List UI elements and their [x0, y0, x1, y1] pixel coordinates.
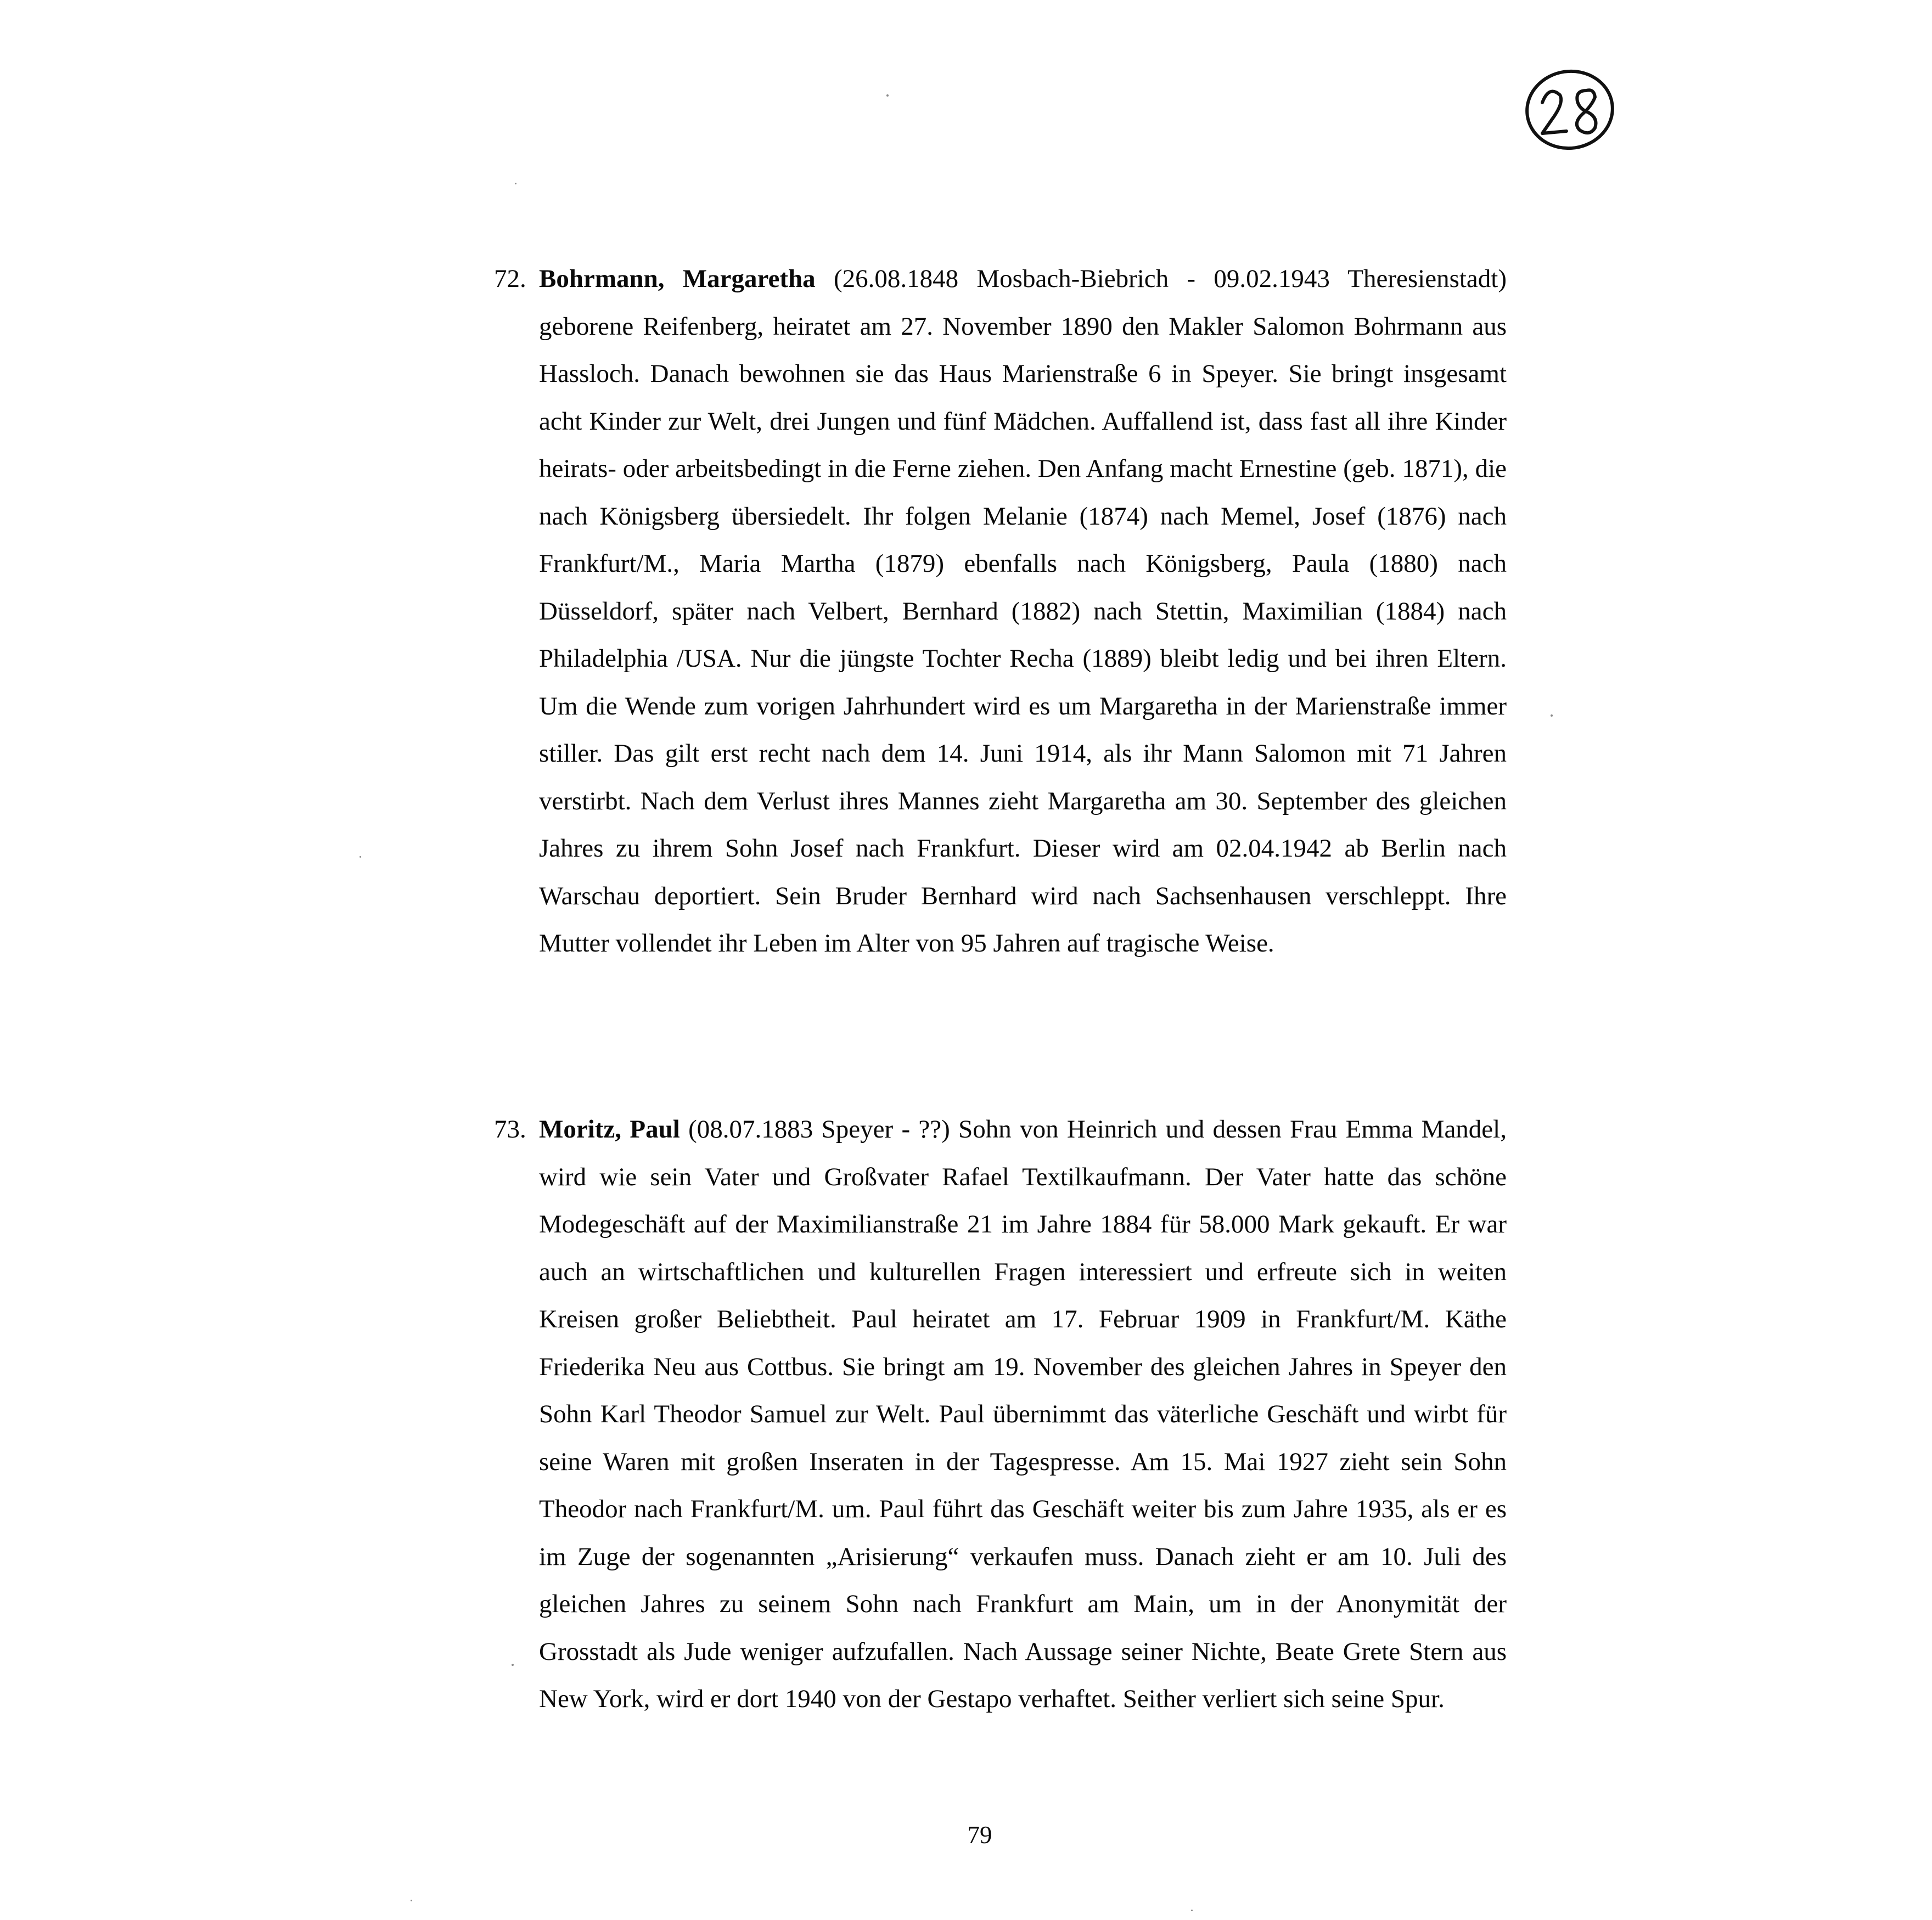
scan-speck [512, 1664, 514, 1666]
entry-number: 73. [494, 1115, 526, 1144]
entry-name: Moritz, Paul [539, 1115, 680, 1144]
scan-speck [515, 183, 516, 184]
entry-name: Bohrmann, Margaretha [539, 264, 816, 293]
entry-73 [494, 1106, 1507, 1723]
circled-number-mark [1520, 63, 1619, 156]
scan-speck [886, 94, 889, 97]
entry-body [539, 255, 1507, 967]
scan-speck [1191, 1910, 1193, 1911]
handwritten-page-annotation [1520, 63, 1619, 156]
entry-number: 72. [494, 264, 526, 293]
scan-speck [360, 856, 361, 858]
entry-body [539, 1106, 1507, 1723]
entry-text: (08.07.1883 Speyer - ??) Sohn von Heinrich und dessen Frau Emma Mandel, wird wie sein Vater und Großvater Rafael Textilkaufmann. Der Vater hatte das schöne Modegeschäft auf der Maximilianstraße 21 im Jahre 1884 für 58.000 Mark gekauft. Er war auch an wirtschaftlichen und kulturellen Fragen interessiert und erfreute sich in weiten Kreisen großer Beliebtheit. Paul heiratet am 17. Februar 1909 in Frankfurt/M. Käthe Friederika Neu aus Cottbus. Sie bringt am 19. November des gleichen Jahres in Speyer den Sohn Karl Theodor Samuel zur Welt. Paul übernimmt das väterliche Geschäft und wirbt für seine Waren mit großen Inseraten in der Tagespresse. Am 15. Mai 1927 zieht sein Sohn Theodor nach Frankfurt/M. um. Paul führt das Geschäft weiter bis zum Jahre 1935, als er es im Zuge der sogenannten „Arisierung“ verkaufen muss. Danach zieht er am 10. Juli des gleichen Jahres zu seinem Sohn nach Frankfurt am Main, um in der Anonymität der Grosstadt als Jude weniger aufzufallen. Nach Aussage seiner Nichte, Beate Grete Stern aus New York, wird er dort 1940 von der Gestapo verhaftet. Seither verliert sich seine Spur. [539, 1115, 1507, 1713]
scan-speck [1551, 714, 1553, 717]
scan-speck [411, 1900, 412, 1901]
entry-72 [494, 255, 1507, 967]
page-number: 79 [967, 1821, 992, 1849]
entry-text: (26.08.1848 Mosbach-Biebrich - 09.02.1943 Theresienstadt) geborene Reifenberg, heiratet am 27. November 1890 den Makler Salomon Bohrmann aus Hassloch. Danach bewohnen sie das Haus Marienstraße 6 in Speyer. Sie bringt insgesamt acht Kinder zur Welt, drei Jungen und fünf Mädchen. Auffallend ist, dass fast all ihre Kinder heirats- oder arbeitsbedingt in die Ferne ziehen. Den Anfang macht Ernestine (geb. 1871), die nach Königsberg übersiedelt. Ihr folgen Melanie (1874) nach Memel, Josef (1876) nach Frankfurt/M., Maria Martha (1879) ebenfalls nach Königsberg, Paula (1880) nach Düsseldorf, später nach Velbert, Bernhard (1882) nach Stettin, Maximilian (1884) nach Philadelphia /USA. Nur die jüngste Tochter Recha (1889) bleibt ledig und bei ihren Eltern. Um die Wende zum vorigen Jahrhundert wird es um Margaretha in der Marienstraße immer stiller. Das gilt erst recht nach dem 14. Juni 1914, als ihr Mann Salomon mit 71 Jahren verstirbt. Nach dem Verlust ihres Mannes zieht Margaretha am 30. September des gleichen Jahres zu ihrem Sohn Josef nach Frankfurt. Dieser wird am 02.04.1942 ab Berlin nach Warschau deportiert. Sein Bruder Bernhard wird nach Sachsenhausen verschleppt. Ihre Mutter vollendet ihr Leben im Alter von 95 Jahren auf tragische Weise. [539, 264, 1507, 958]
